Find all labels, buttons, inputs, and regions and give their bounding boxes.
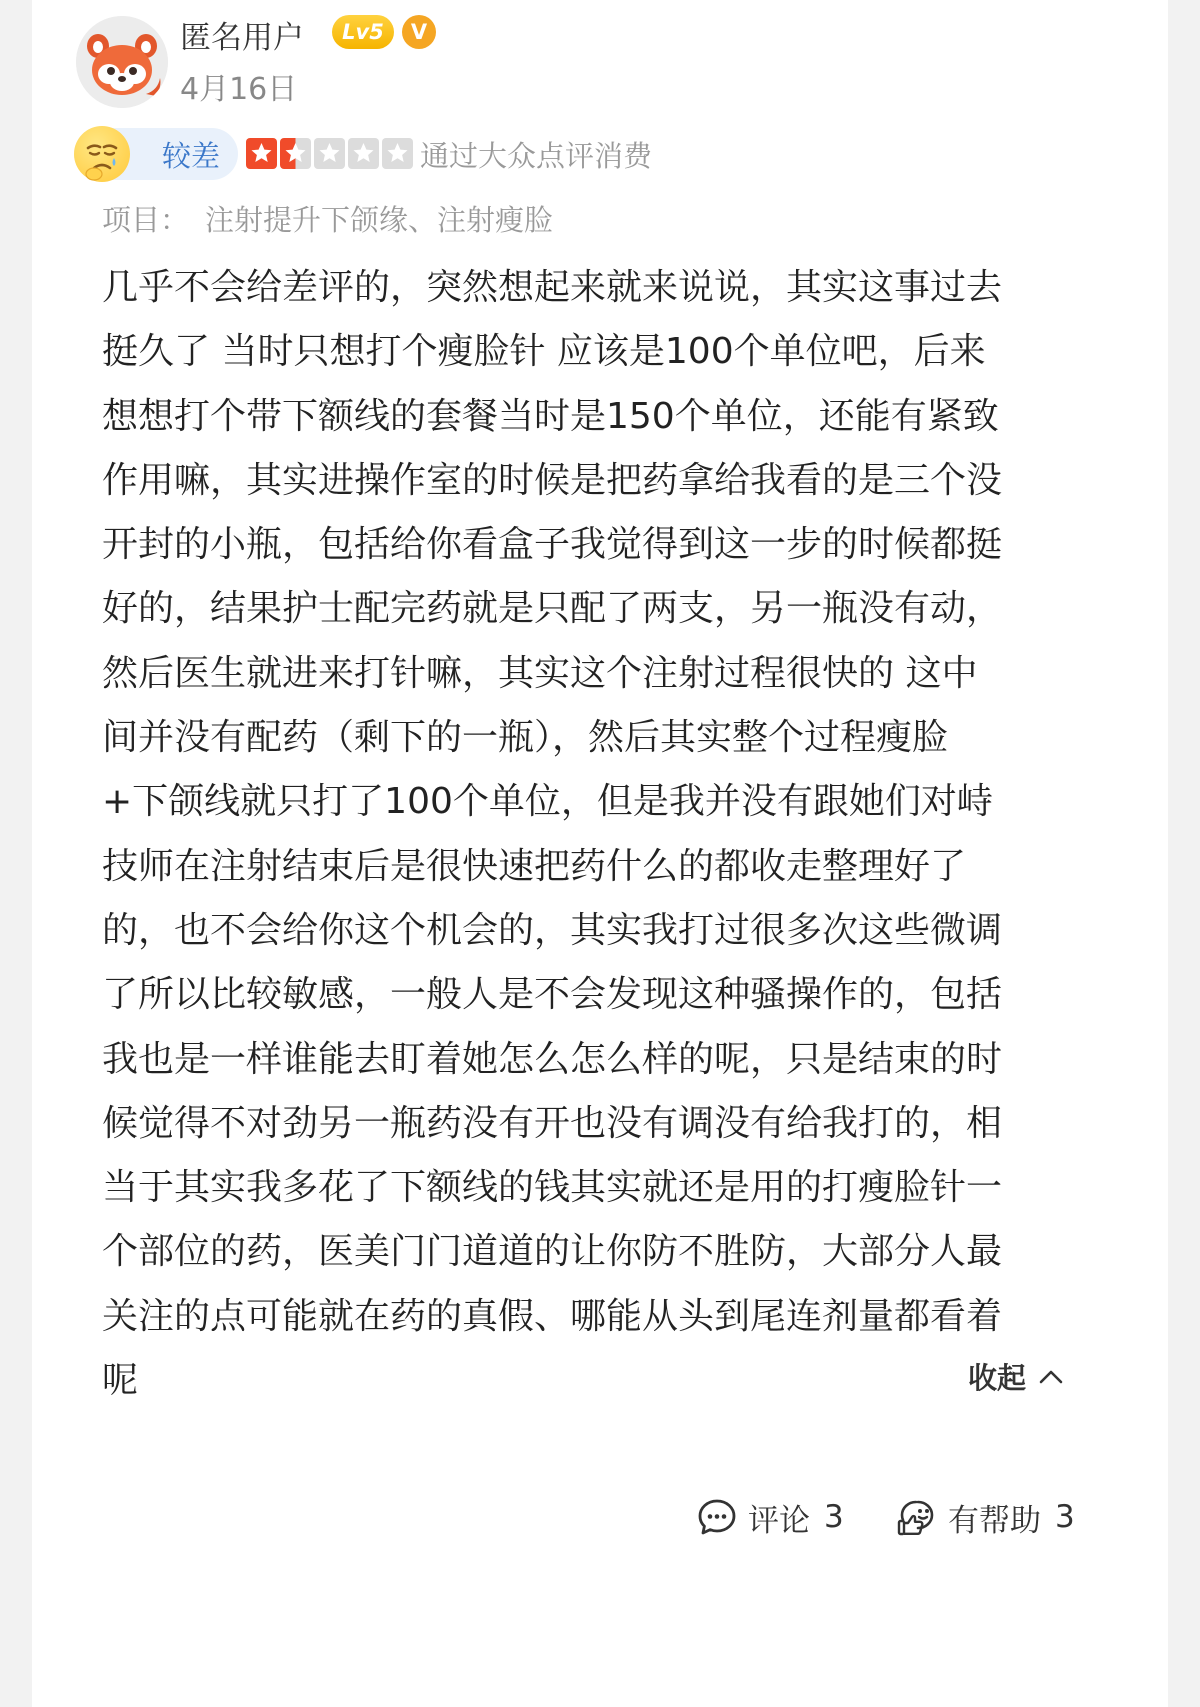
- review-line: 我也是一样谁能去盯着她怎么怎么样的呢，只是结束的时: [102, 1038, 1003, 1080]
- comment-count: 3: [824, 1499, 844, 1535]
- comment-bubble-icon: [696, 1496, 738, 1538]
- red-panda-avatar-icon: [76, 16, 168, 108]
- rating-label: 较差: [162, 139, 221, 173]
- review-line: 的，也不会给你这个机会的，其实我打过很多次这些微调: [102, 909, 1003, 951]
- star-icon: [314, 138, 345, 169]
- review-line: 几乎不会给差评的，突然想起来就来说说，其实这事过去: [102, 267, 1003, 308]
- star-icon: [348, 138, 379, 169]
- chevron-up-icon: [1036, 1362, 1066, 1392]
- review-line: 开封的小瓶，包括给你看盒子我觉得到这一步的时候都挺: [102, 524, 1003, 566]
- comment-button[interactable]: [696, 1492, 844, 1542]
- review-line: +下颌线就只打了100个单位，但是我并没有跟她们对峙: [102, 781, 993, 823]
- helpful-button[interactable]: [896, 1492, 1075, 1542]
- level-badge: Lv5: [332, 15, 394, 49]
- review-card: [32, 0, 1168, 1707]
- review-line: 候觉得不对劲另一瓶药没有开也没有调没有给我打的，相: [102, 1102, 1003, 1144]
- star-icon: [382, 138, 413, 169]
- consumption-source: 通过大众点评消费: [420, 139, 653, 173]
- review-line: 好的，结果护士配完药就是只配了两支，另一瓶没有动，: [102, 588, 1003, 630]
- review-line: 技师在注射结束后是很快速把药什么的都收走整理好了: [102, 845, 967, 887]
- comment-label: 评论: [748, 1502, 810, 1539]
- review-line: 间并没有配药（剩下的一瓶），然后其实整个过程瘦脸: [102, 717, 949, 759]
- helpful-label: 有帮助: [948, 1502, 1041, 1539]
- thumbs-up-smile-icon: [896, 1496, 938, 1538]
- helpful-count: 3: [1055, 1499, 1075, 1535]
- avatar[interactable]: [76, 16, 168, 108]
- sad-face-emoji-icon: [74, 126, 130, 182]
- star-icon: [246, 138, 277, 169]
- project-line: [102, 198, 553, 239]
- collapse-label: 收起: [968, 1361, 1027, 1395]
- collapse-button[interactable]: [968, 1356, 1066, 1397]
- review-text: [102, 256, 1068, 1413]
- review-line: 关注的点可能就在药的真假、哪能从头到尾连剂量都看着: [102, 1295, 1003, 1337]
- review-line: 了所以比较敏感，一般人是不会发现这种骚操作的，包括: [102, 974, 1003, 1016]
- star-icon: [280, 138, 311, 169]
- project-value: 注射提升下颌缘、注射瘦脸: [205, 203, 554, 237]
- verified-badge-icon: V: [402, 15, 436, 49]
- review-line: 当于其实我多花了下额线的钱其实就还是用的打瘦脸针一: [102, 1167, 1003, 1209]
- review-line: 作用嘛，其实进操作室的时候是把药拿给我看的是三个没: [102, 459, 1003, 501]
- review-date: 4月16日: [180, 72, 298, 107]
- project-label: 项目：: [102, 203, 190, 237]
- review-line: 然后医生就进来打针嘛，其实这个注射过程很快的 这中: [102, 652, 978, 694]
- review-line: 个部位的药，医美门门道道的让你防不胜防，大部分人最: [102, 1231, 1003, 1273]
- review-line: 想想打个带下额线的套餐当时是150个单位，还能有紧致: [102, 395, 999, 437]
- review-line: 挺久了 当时只想打个瘦脸针 应该是100个单位吧，后来: [102, 331, 986, 373]
- review-line: 呢: [102, 1360, 139, 1402]
- star-rating: [246, 138, 413, 172]
- username[interactable]: 匿名用户: [180, 20, 304, 56]
